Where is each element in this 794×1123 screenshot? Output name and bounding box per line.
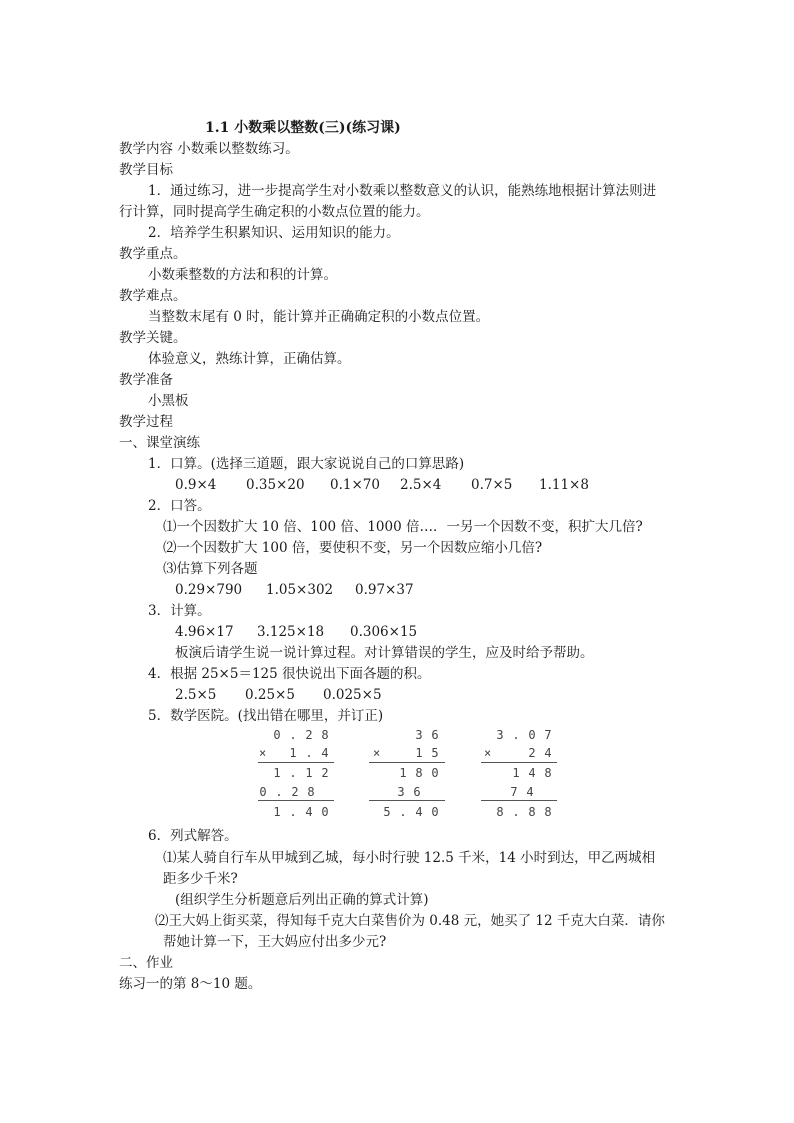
q3-item: 0.306×15 xyxy=(350,624,418,640)
content-line: 教学内容 小数乘以整数练习。 xyxy=(119,141,299,157)
q4-item: 2.5×5 xyxy=(175,687,217,703)
question-2: 2．口答。 xyxy=(148,498,211,514)
question-6: 6．列式解答。 xyxy=(148,828,238,844)
q2-3-item: 1.05×302 xyxy=(266,582,334,598)
prep-text: 小黑板 xyxy=(148,393,189,409)
q1-item: 2.5×4 xyxy=(400,477,442,493)
difficulty-text: 当整数末尾有 0 时，能计算并正确确定积的小数点位置。 xyxy=(148,309,490,325)
question-1: 1．口算。(选择三道题，跟大家说说自己的口算思路) xyxy=(148,456,465,472)
rule-line xyxy=(369,762,445,763)
multiplication-block: 3 . 0 7 × 2 4 1 4 8 7 4 8 . 8 8 xyxy=(484,728,552,819)
q3-item: 4.96×17 xyxy=(175,624,234,640)
q6-sub-2-line-1: ⑵王大妈上街买菜，得知每千克大白菜售价为 0.48 元，她买了 12 千克大白菜．请你 xyxy=(155,913,665,929)
q6-sub-1-line-2: 距多少千米? xyxy=(163,871,238,887)
crux-heading: 教学关键。 xyxy=(119,330,187,346)
q6-sub-2-line-2: 帮她计算一下，王大妈应付出多少元? xyxy=(163,934,387,950)
key-text: 小数乘整数的方法和积的计算。 xyxy=(148,267,337,283)
q2-3-item: 0.97×37 xyxy=(355,582,414,598)
page-title: 1.1 小数乘以整数(三)(练习课) xyxy=(205,120,401,136)
rule-line xyxy=(258,800,334,801)
q1-item: 0.9×4 xyxy=(175,477,217,493)
process-heading: 教学过程 xyxy=(119,414,173,430)
q1-item: 0.7×5 xyxy=(471,477,513,493)
difficulty-heading: 教学难点。 xyxy=(119,288,187,304)
q3-item: 3.125×18 xyxy=(257,624,325,640)
rule-line xyxy=(258,762,334,763)
question-5: 5．数学医院。(找出错在哪里，并订正) xyxy=(148,708,384,724)
q6-sub-1-line-1: ⑴某人骑自行车从甲城到乙城，每小时行驶 12.5 千米，14 小时到达，甲乙两城相 xyxy=(163,850,656,866)
multiplication-block: 0 . 2 8 × 1 . 4 1 . 1 2 0 . 2 8 1 . 4 0 xyxy=(259,728,329,819)
q3-note: 板演后请学生说一说计算过程。对计算错误的学生，应及时给予帮助。 xyxy=(175,645,594,661)
multiplication-block: 3 6 × 1 5 1 8 0 3 6 5 . 4 0 xyxy=(373,728,439,819)
rule-line xyxy=(481,762,557,763)
q2-sub-3: ⑶估算下列各题 xyxy=(163,561,258,577)
rule-line xyxy=(369,800,445,801)
q2-3-item: 0.29×790 xyxy=(175,582,243,598)
key-heading: 教学重点。 xyxy=(119,246,187,262)
section-2-heading: 二、作业 xyxy=(119,955,173,971)
q4-item: 0.25×5 xyxy=(245,687,295,703)
goal-1-line-2: 行计算，同时提高学生确定积的小数点位置的能力。 xyxy=(119,204,430,220)
crux-text: 体验意义，熟练计算，正确估算。 xyxy=(148,351,351,367)
q1-item: 1.11×8 xyxy=(539,477,589,493)
homework-text: 练习一的第 8～10 题。 xyxy=(119,976,262,992)
section-1-heading: 一、课堂演练 xyxy=(119,435,200,451)
question-4: 4．根据 25×5＝125 很快说出下面各题的积。 xyxy=(148,666,431,682)
goal-1-line-1: 1．通过练习，进一步提高学生对小数乘以整数意义的认识，能熟练地根据计算法则进 xyxy=(148,183,657,199)
q6-sub-1-note: (组织学生分析题意后列出正确的算式计算) xyxy=(175,892,429,908)
q1-item: 0.35×20 xyxy=(246,477,305,493)
q2-sub-1: ⑴一个因数扩大 10 倍、100 倍、1000 倍…．一另一个因数不变，积扩大几倍? xyxy=(163,519,643,535)
q1-item: 0.1×70 xyxy=(330,477,380,493)
q4-item: 0.025×5 xyxy=(323,687,382,703)
prep-heading: 教学准备 xyxy=(119,372,173,388)
q2-sub-2: ⑵一个因数扩大 100 倍，要使积不变，另一个因数应缩小几倍? xyxy=(163,540,543,556)
rule-line xyxy=(481,800,557,801)
question-3: 3．计算。 xyxy=(148,603,211,619)
goal-2: 2．培养学生积累知识、运用知识的能力。 xyxy=(148,225,400,241)
goals-heading: 教学目标 xyxy=(119,162,173,178)
